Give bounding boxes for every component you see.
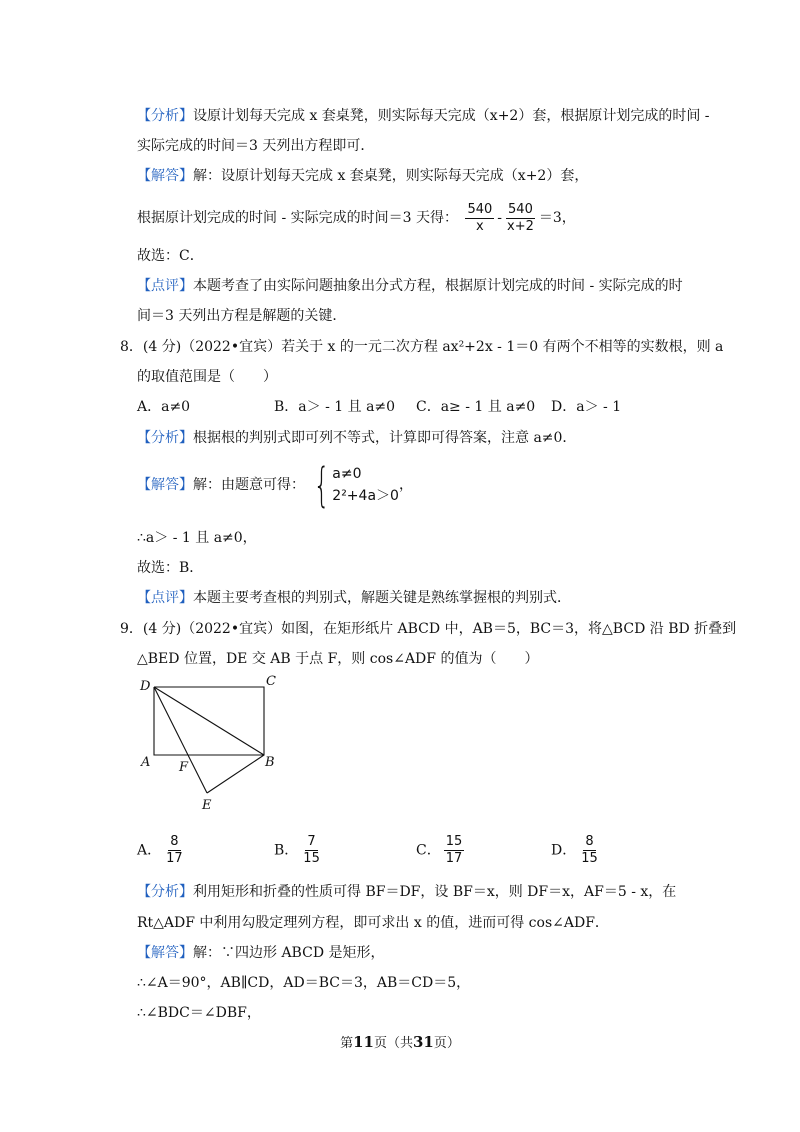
- page-footer: 第11页（共31页）: [340, 1033, 460, 1051]
- comment-tag: 【点评】: [137, 278, 193, 294]
- label-e: E: [202, 798, 212, 812]
- q8-option-b: B．a＞ - 1 且 a≠0: [274, 399, 396, 415]
- q7-solution-line-1: 【解答】解：设原计划每天完成 x 套桌凳，则实际每天完成（x+2）套，: [137, 168, 589, 184]
- q7-choose: 故选：C．: [137, 248, 204, 264]
- solution-tag: 【解答】: [137, 168, 193, 184]
- label-a: A: [141, 755, 151, 770]
- q7-analysis-line-1: 【分析】设原计划每天完成 x 套桌凳，则实际每天完成（x+2）套，根据原计划完成的时间 -: [137, 108, 710, 124]
- fraction-540-over-x-plus-2: $\frac{540}{x+2}$: [507, 201, 534, 234]
- label-b: B: [265, 755, 275, 770]
- q8-stem-line-2: 的取值范围是（ ）: [137, 369, 277, 385]
- page-total: 31: [413, 1033, 434, 1051]
- page-number: 11: [353, 1033, 374, 1051]
- inequality-system: { a≠0 2²+4a＞0: [313, 458, 399, 512]
- q8-therefore: ∴a＞ - 1 且 a≠0，: [137, 530, 257, 546]
- q8-choose: 故选：B．: [137, 560, 204, 576]
- q9-option-c: C． $\frac{15}{17}$: [416, 834, 463, 866]
- q7-comment-line-1: 【点评】本题考查了由实际问题抽象出分式方程，根据原计划完成的时间 - 实际完成的时: [137, 278, 683, 294]
- label-d: D: [140, 679, 151, 694]
- q7-equation-line: 根据原计划完成的时间 - 实际完成的时间＝3 天得： $\frac{540}{x}$ - $\frac{540}{x+2}$ ＝3，: [137, 201, 576, 234]
- q9-analysis-line-2: Rt△ADF 中利用勾股定理列方程，即可求出 x 的值，进而可得 cos∠ADF．: [137, 915, 609, 931]
- q9-solution-line-2: ∴∠A＝90°，AB∥CD，AD＝BC＝3，AB＝CD＝5，: [137, 975, 471, 991]
- q9-stem-line-1: 9．(4 分)（2022•宜宾）如图，在矩形纸片 ABCD 中，AB＝5，BC＝3，将△BCD 沿 BD 折叠到: [120, 621, 737, 637]
- q9-option-b: B． $\frac{7}{15}$: [274, 834, 320, 866]
- label-c: C: [266, 674, 276, 689]
- q8-option-d: D．a＞ - 1: [551, 399, 622, 415]
- analysis-tag: 【分析】: [137, 108, 193, 124]
- q8-solution-system: 【解答】解：由题意可得： { a≠0 2²+4a＞0 ，: [137, 458, 413, 512]
- label-f: F: [179, 760, 189, 775]
- rectangle-fold-figure: [135, 672, 295, 812]
- q9-option-a: A． $\frac{8}{17}$: [137, 834, 183, 866]
- q7-comment-line-2: 间＝3 天列出方程是解题的关键．: [137, 308, 347, 324]
- q8-comment: 【点评】本题主要考查根的判别式，解题关键是熟练掌握根的判别式．: [137, 590, 571, 606]
- fraction-540-over-x: $\frac{540}{x}$: [467, 201, 493, 234]
- q9-analysis-line-1: 【分析】利用矩形和折叠的性质可得 BF＝DF，设 BF＝x，则 DF＝x，AF＝5 - x，在: [137, 884, 677, 900]
- q8-analysis: 【分析】根据根的判别式即可列不等式，计算即可得答案，注意 a≠0．: [137, 430, 577, 446]
- q9-option-d: D． $\frac{8}{15}$: [551, 834, 598, 866]
- q8-stem-line-1: 8．(4 分)（2022•宜宾）若关于 x 的一元二次方程 ax²+2x - 1＝0 有两个不相等的实数根，则 a: [120, 339, 724, 355]
- q9-solution-line-1: 【解答】解：∵四边形 ABCD 是矩形，: [137, 945, 385, 961]
- q7-analysis-line-2: 实际完成的时间＝3 天列出方程即可．: [137, 138, 375, 154]
- q8-option-a: A．a≠0: [137, 399, 191, 415]
- q9-solution-line-3: ∴∠BDC＝∠DBF，: [137, 1005, 261, 1021]
- q9-stem-line-2: △BED 位置，DE 交 AB 于点 F，则 cos∠ADF 的值为（ ）: [137, 651, 539, 667]
- q8-option-c: C．a≥ - 1 且 a≠0: [416, 399, 536, 415]
